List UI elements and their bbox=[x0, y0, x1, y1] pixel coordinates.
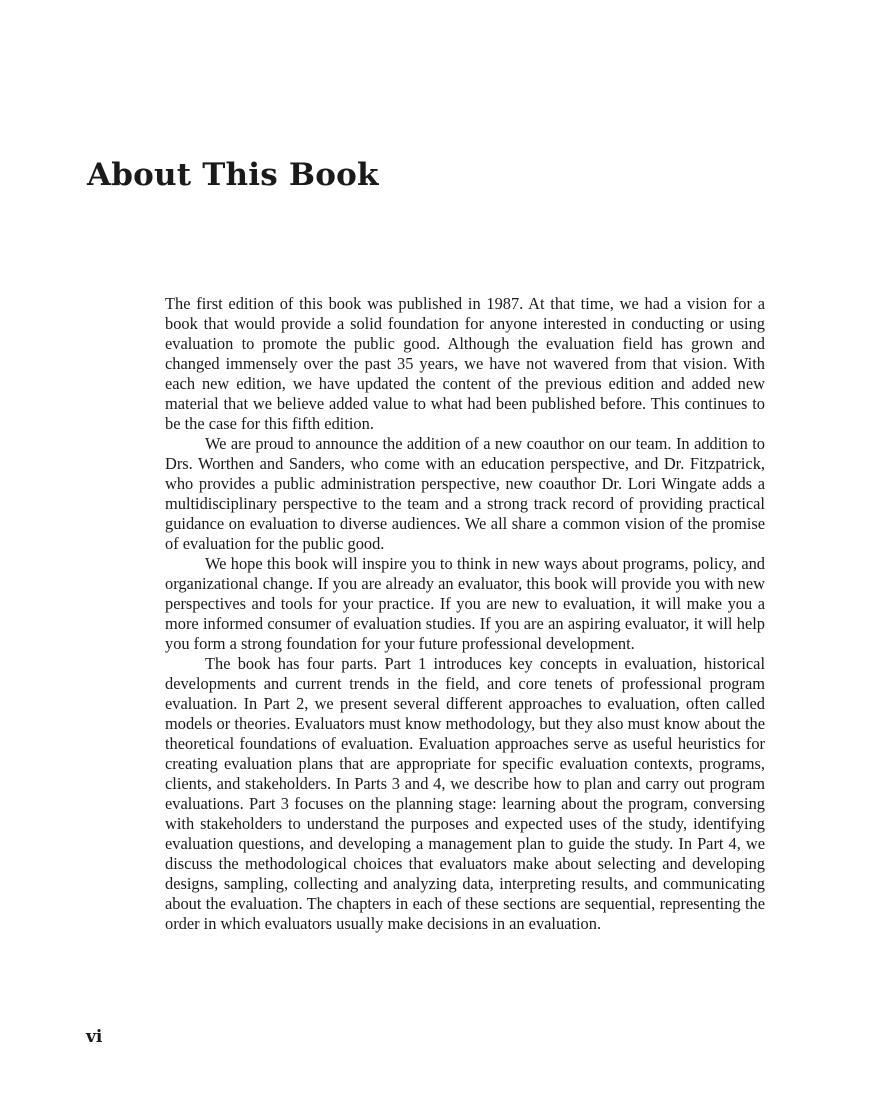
paragraph-3: We hope this book will inspire you to think in new ways about programs, policy, and organizational change. If you are already an evaluator, this book will provide you with new perspectives and tools for your practice. If you are new to evaluation, it will make you a more informed consumer of evaluation studies. If you are an aspiring evaluator, it will help you form a strong foundation for your future professional development. bbox=[165, 554, 765, 653]
body-text bbox=[165, 294, 765, 934]
paragraph-2: We are proud to announce the addition of a new coauthor on our team. In addition to Drs. Worthen and Sanders, who come with an education perspective, and Dr. Fitzpatrick, who provides a public administration perspective, new coauthor Dr. Lori Wingate adds a multidisciplinary perspective to the team and a strong track record of providing practical guidance on evaluation to diverse audiences. We all share a common vision of the promise of evaluation for the public good. bbox=[165, 434, 765, 553]
page-title: About This Book bbox=[87, 157, 379, 193]
paragraph-4: The book has four parts. Part 1 introduces key concepts in evaluation, historical developments and current trends in the field, and core tenets of professional program evaluation. In Part 2, we present several different approaches to evaluation, often called models or theories. Evaluators must know methodology, but they also must know about the theoretical foundations of evaluation. Evaluation approaches serve as useful heuristics for creating evaluation plans that are appropriate for specific evaluation contexts, programs, clients, and stakeholders. In Parts 3 and 4, we describe how to plan and carry out program evaluations. Part 3 focuses on the planning stage: learning about the program, conversing with stakeholders to understand the purposes and expected uses of the study, identifying evaluation questions, and developing a management plan to guide the study. In Part 4, we discuss the methodological choices that evaluators make about selecting and developing designs, sampling, collecting and analyzing data, interpreting results, and communicating about the evaluation. The chapters in each of these sections are sequential, representing the order in which evaluators usually make decisions in an evaluation. bbox=[165, 654, 765, 933]
paragraph-1: The first edition of this book was published in 1987. At that time, we had a vision for a book that would provide a solid foundation for anyone interested in conducting or using evaluation to promote the public good. Although the evaluation field has grown and changed immensely over the past 35 years, we have not wavered from that vision. With each new edition, we have updated the content of the previous edition and added new material that we believe added value to what had been published before. This continues to be the case for this fifth edition. bbox=[165, 294, 765, 433]
page-number: vi bbox=[86, 1027, 103, 1047]
